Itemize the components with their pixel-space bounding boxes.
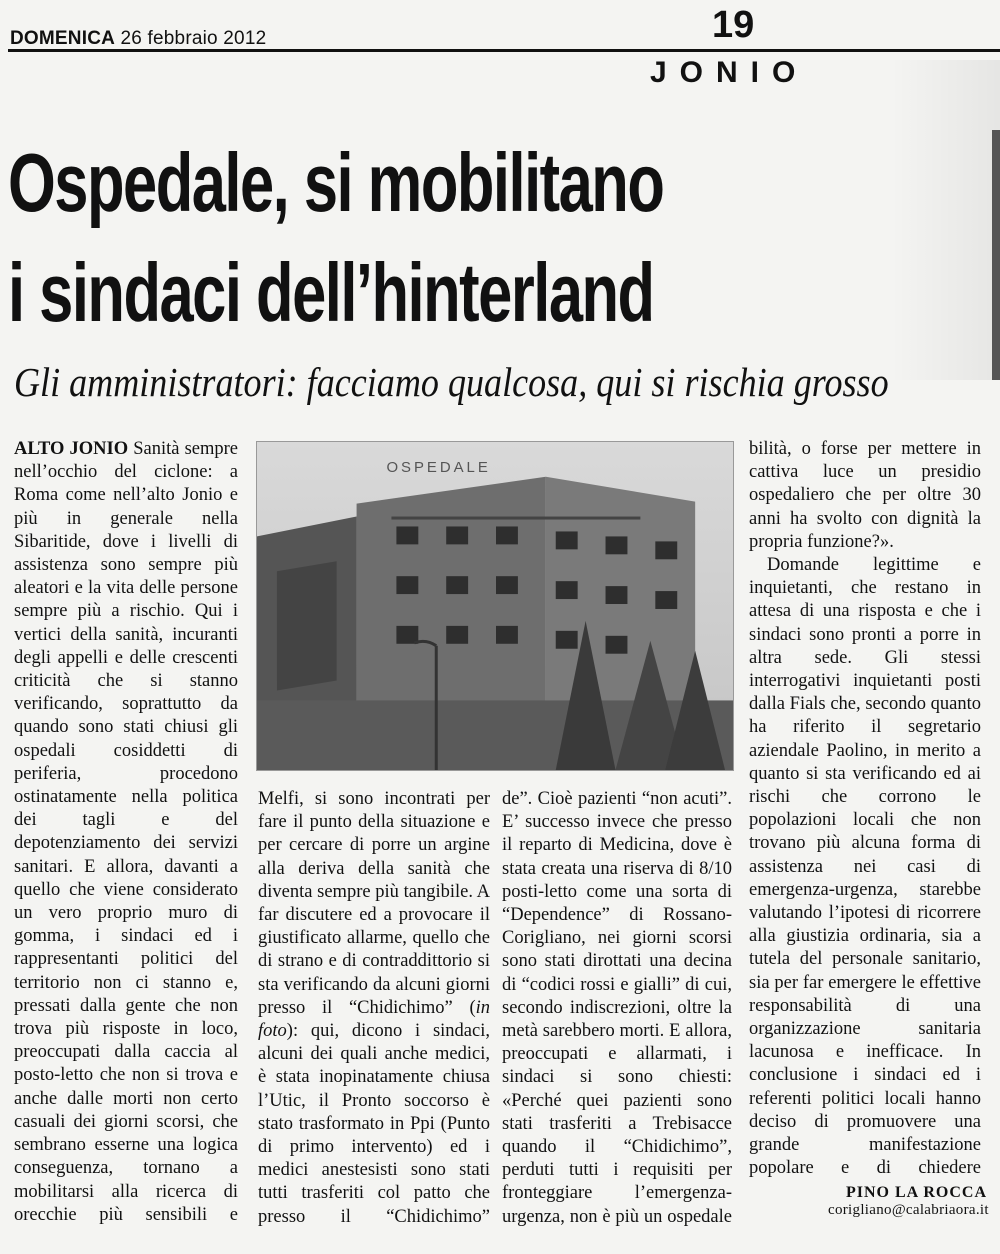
issue-day: DOMENICA <box>10 28 116 49</box>
author-signature: PINO LA ROCCA <box>846 1184 988 1201</box>
column-2 <box>258 788 490 1228</box>
column-1-text: Sanità sempre nell’occhio del ciclone: a Roma come nell’alto Jonio e più in generale nella Sibaritide, dove i livelli di assistenza sono sempre più aleatori e la vita delle persone sempre più a rischio. Qui i vertici della sanità, incuranti degli appelli e delle crescenti criticità che si stanno verificando, soprattutto da quando sono stati chiusi gli ospedali cosiddetti di periferia, procedono ostinatamente nella politica dei tagli e del depotenziamento dei servizi sanitari. E allora, davanti a quello che viene considerato un vero proprio muro di gomma, i sindaci ed i rappresentanti politici del territorio non ci stanno e, pressati dalla gente che non trova più risposte in loco, preoccupati dalla caccia al posto-letto che non si trova e anche dalle morti non certo casuali dei giorni scorsi, che sembrano esserne una logica conseguenza, tornano a mobilitarsi alla ricerca di orecchie più sensibili e <box>14 439 238 1225</box>
header-rule <box>8 49 1000 52</box>
dateline: ALTO JONIO <box>14 439 129 459</box>
column-2-text-a: Melfi, si sono incontrati per fare il punto della situazione e per cercare di porre un argine alla deriva della sanità che diventa sempre più tangibile. A far discutere ed a provocare il giustificato allarme, quello che di strano e di contraddittorio si sta verificando da alcuni giorni presso il “Chidichimo” ( <box>258 789 490 1018</box>
column-2-text-b: ): qui, dicono i sindaci, alcuni dei quali anche medici, è stata inopinatamente chiusa l’Utic, il Pronto soccorso è stato trasformato in Ppi (Punto di primo intervento) ed i medici anestesisti sono stati tutti trasferiti col patto che presso il “Chidichimo” <box>258 1021 490 1227</box>
column-3-text: de”. Cioè pazienti “non acuti”. E’ successo invece che presso il reparto di Medicina, dove è stata creata una riserva di 8/10 posti-letto come una sorta di “Dependence” di Rossano-Corigliano, nei giorni scorsi sono stati dirottati una decina di “codici rossi e gialli” di cui, secondo indiscrezioni, oltre la metà sarebbero morti. E allora, preoccupati e allarmati, i sindaci si sono chiesti: «Perché quei pazienti sono stati trasferiti a Trebisacce quando il “Chidichimo”, perduti tutti i requisiti per fronteggiare l’emergenza-urgenza, non è più un ospedale <box>502 789 732 1227</box>
section-title: JONIO <box>650 56 809 89</box>
page-number: 19 <box>712 4 755 46</box>
column-2-italic: in foto <box>258 997 490 1042</box>
headline-line-2: i sindaci dell’hinterland <box>8 246 654 339</box>
headline-line-1: Ospedale, si mobilitano <box>8 136 664 229</box>
column-1 <box>14 438 238 1228</box>
issue-date <box>10 28 266 50</box>
column-4-paragraph-1: bilità, o forse per mettere in cattiva luce un presidio ospedaliero che per oltre 30 anni ha svolto con dignità la propria funzione?». <box>749 439 981 552</box>
column-4 <box>749 438 981 1182</box>
headline <box>8 128 992 348</box>
column-4-paragraph-2: Domande legittime e inquietanti, che restano in attesa di una risposta e che i sindaci sono pronti a porre in altra sede. Gli stessi interrogativi inquietanti posti dalla Fials che, secondo quanto ha riferito il segretario aziendale Paolino, in merito a quanto si sta verificando ed ai rischi che corrono le popolazioni locali che non trovano più alcuna forma di assistenza nei casi di emergenza-urgenza, starebbe valutando l’ipotesi di ricorrere alla giustizia ordinaria, sia a tutela del personale sanitario, sia per far emergere le effettive responsabilità di una organizzazione sanitaria lacunosa e inefficace. In conclusione i sindaci ed i referenti politici locali hanno deciso di promuovere una grande manifestazione popolare e di chiedere <box>749 555 981 1179</box>
building-sign: OSPEDALE <box>386 458 491 476</box>
right-edge-bar <box>992 130 1000 380</box>
column-3 <box>502 788 732 1228</box>
issue-date-text: 26 febbraio 2012 <box>120 28 267 49</box>
hospital-building-icon <box>257 442 733 770</box>
subheadline: Gli amministratori: facciamo qualcosa, qui si rischia grosso <box>14 359 889 405</box>
hospital-photo <box>256 441 734 771</box>
author-email: corigliano@calabriaora.it <box>828 1202 989 1218</box>
